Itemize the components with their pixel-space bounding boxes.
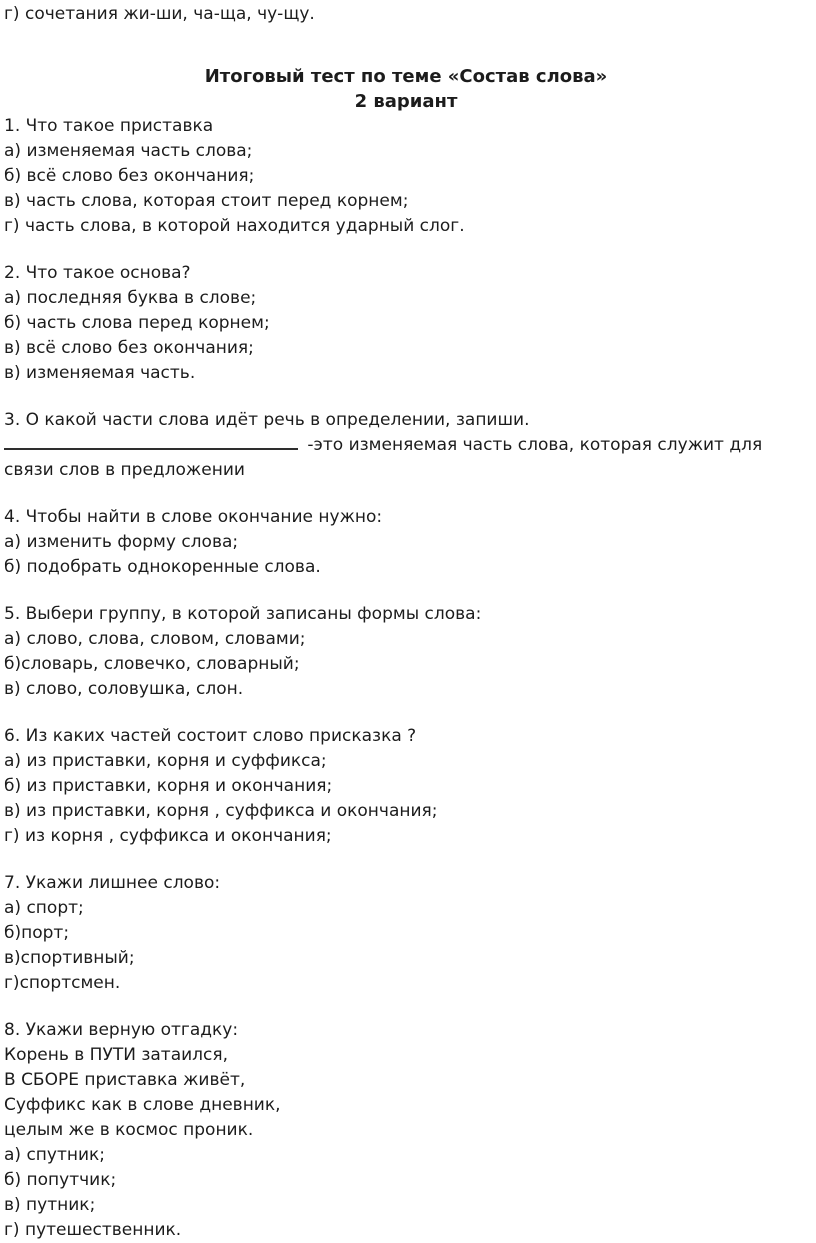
- doc-line: Корень в ПУТИ затаился,: [4, 1045, 228, 1065]
- doc-line-with-blank: [4, 433, 808, 458]
- question-text: 2. Что такое основа?: [4, 263, 191, 283]
- doc-line: в) изменяемая часть.: [4, 363, 196, 383]
- doc-line: б)словарь, словечко, словарный;: [4, 654, 300, 674]
- title-block: [4, 64, 808, 114]
- doc-line: б) подобрать однокоренные слова.: [4, 557, 321, 577]
- document-subtitle: 2 вариант: [354, 91, 458, 112]
- doc-line: целым же в космос проник.: [4, 1120, 254, 1140]
- previous-question-option-line: г) сочетания жи-ши, ча-ща, чу-щу.: [4, 4, 315, 24]
- question-text: 8. Укажи верную отгадку:: [4, 1020, 239, 1040]
- question-block: [4, 602, 808, 702]
- question-text: 6. Из каких частей состоит слово присказка ?: [4, 726, 417, 746]
- question-block: [4, 261, 808, 386]
- doc-line: б) попутчик;: [4, 1170, 117, 1190]
- doc-line: а) спутник;: [4, 1145, 106, 1165]
- doc-line: в) часть слова, которая стоит перед корнем;: [4, 191, 409, 211]
- doc-line: а) из приставки, корня и суффикса;: [4, 751, 327, 771]
- doc-line: б)порт;: [4, 923, 70, 943]
- document-title: Итоговый тест по теме «Состав слова»: [204, 66, 608, 87]
- doc-line: в) слово, соловушка, слон.: [4, 679, 244, 699]
- doc-line: г) часть слова, в которой находится ударный слог.: [4, 216, 465, 236]
- question-text: 4. Чтобы найти в слове окончание нужно:: [4, 507, 383, 527]
- doc-line: в) путник;: [4, 1195, 96, 1215]
- doc-line: а) последняя буква в слове;: [4, 288, 257, 308]
- question-text: 1. Что такое приставка: [4, 116, 214, 136]
- doc-line-text: -это изменяемая часть слова, которая служит для: [307, 435, 763, 455]
- doc-line: г) путешественник.: [4, 1220, 182, 1240]
- doc-line: а) изменяемая часть слова;: [4, 141, 253, 161]
- doc-line: в) всё слово без окончания;: [4, 338, 254, 358]
- question-text: 7. Укажи лишнее слово:: [4, 873, 221, 893]
- doc-line: в)спортивный;: [4, 948, 135, 968]
- doc-line: б) из приставки, корня и окончания;: [4, 776, 333, 796]
- question-block: [4, 505, 808, 580]
- question-block: [4, 724, 808, 849]
- doc-line: г) из корня , суффикса и окончания;: [4, 826, 332, 846]
- question-block: [4, 114, 808, 239]
- doc-line: а) спорт;: [4, 898, 84, 918]
- doc-line: г)спортсмен.: [4, 973, 121, 993]
- doc-line: а) слово, слова, словом, словами;: [4, 629, 306, 649]
- fill-in-blank-line: [4, 435, 298, 450]
- doc-line: связи слов в предложении: [4, 460, 245, 480]
- question-text: 5. Выбери группу, в которой записаны формы слова:: [4, 604, 482, 624]
- question-block: [4, 1018, 808, 1243]
- question-text: 3. О какой части слова идёт речь в определении, запиши.: [4, 410, 530, 430]
- doc-line: В СБОРЕ приставка живёт,: [4, 1070, 246, 1090]
- doc-line: а) изменить форму слова;: [4, 532, 239, 552]
- questions-container: [4, 114, 808, 1243]
- question-block: [4, 871, 808, 996]
- doc-line: в) из приставки, корня , суффикса и окончания;: [4, 801, 438, 821]
- doc-line: б) всё слово без окончания;: [4, 166, 255, 186]
- question-block: [4, 408, 808, 483]
- doc-line: Суффикс как в слове дневник,: [4, 1095, 281, 1115]
- doc-line: б) часть слова перед корнем;: [4, 313, 270, 333]
